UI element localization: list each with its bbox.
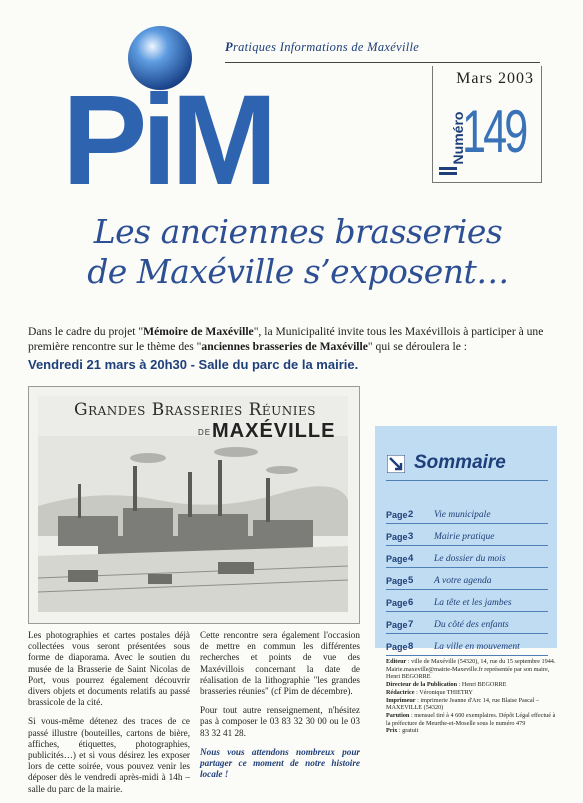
toc-rule xyxy=(386,523,548,524)
toc-page-word: Page xyxy=(386,620,408,630)
toc-page-number: 7 xyxy=(408,619,414,630)
event-date: Vendredi 21 mars à 20h30 - Salle du parc de la mairie. xyxy=(28,357,359,372)
headline-line-2: de Maxéville s’exposent… xyxy=(87,252,509,291)
toc-title: Du côté des enfants xyxy=(434,620,509,630)
intro-text: ", la Municipalité invite tous les Maxévillois à participer à une première rencontre sur le thème des " xyxy=(28,325,544,353)
toc-page-number: 6 xyxy=(408,597,414,608)
toc-rule xyxy=(386,545,548,546)
headline xyxy=(28,212,568,292)
credit-label: Prix xyxy=(386,727,398,735)
article-paragraph: Les photographies et cartes postales déjà collectées vous seront présentées sous forme de diaporama. Avec le soutien du musée de la Brasserie de Saint Nicolas de Port, vous pourrez également découvrir divers objets et documents relatifs au passé brassicole de la cité. xyxy=(28,630,190,708)
intro-text: " qui se déroulera le : xyxy=(367,340,467,353)
toc-item xyxy=(386,596,554,618)
toc-rule xyxy=(386,611,548,612)
issue-number: 149 xyxy=(462,98,526,165)
issue-date: Mars 2003 xyxy=(456,70,534,87)
toc-title: Vie municipale xyxy=(434,510,491,520)
toc-item xyxy=(386,530,554,552)
toc-title: La tête et les jambes xyxy=(434,598,512,608)
credit-label: Rédactrice xyxy=(386,688,415,696)
sommaire-title: Sommaire xyxy=(414,452,506,473)
brand-name: Grandes Brasseries Réunies xyxy=(73,400,317,420)
article-paragraph: Pour tout autre renseignement, n'hésitez pas à composer le 03 83 32 30 00 ou le 03 83 32 41 28. xyxy=(200,705,360,738)
toc-page-word: Page xyxy=(386,510,408,520)
toc-page-number: 5 xyxy=(408,575,414,586)
intro-paragraph xyxy=(28,324,558,354)
toc-item xyxy=(386,574,554,596)
toc-page-word: Page xyxy=(386,598,408,608)
article-paragraph: Si vous-même détenez des traces de ce passé illustre (bouteilles, cartons de bière, affiches, étiquettes, photographies, publicités…) et si vous désirez les exposer lors de cette soirée, vous pouvez venir les déposer dès le vendredi après-midi à 14h – salle du parc de la mairie. xyxy=(28,716,190,794)
intro-theme: anciennes brasseries de Maxéville xyxy=(201,340,368,353)
toc-title: Le dossier du mois xyxy=(434,554,506,564)
article-column-2 xyxy=(200,630,360,788)
credit-text: : Henri BEGORRE xyxy=(457,681,507,689)
brand-town: MAXÉVILLE xyxy=(212,420,336,442)
credit-label: Directeur de la Publication xyxy=(386,681,458,689)
credit-text: : imprimerie Jeanne d'Arc 14, rue Blaise Pascal – MAXEVILLE (54320) xyxy=(386,696,540,712)
article-column-1 xyxy=(28,630,190,803)
toc-title: La ville en mouvement xyxy=(434,642,520,652)
credit-text: : gratuit xyxy=(397,727,419,735)
toc-title: Mairie pratique xyxy=(434,532,495,542)
credit-text: : mensuel tiré à 4 600 exemplaires. Dépôt Légal effectué à la préfecture de Meurthe-et-Moselle sous le numéro 479 xyxy=(386,711,556,727)
toc-item xyxy=(386,508,554,530)
credit-label: Editeur xyxy=(386,658,407,665)
toc-title: A votre agenda xyxy=(434,576,492,586)
arrow-icon xyxy=(387,455,405,473)
toc-page-number: 8 xyxy=(408,641,414,652)
issue-label: Numéro xyxy=(450,111,466,165)
brand-de: DE xyxy=(198,428,212,437)
toc-rule xyxy=(386,567,548,568)
toc-page-number: 2 xyxy=(408,509,414,520)
toc-page-number: 3 xyxy=(408,531,414,542)
call-to-action: Nous vous attendons nombreux pour partager ce moment de notre histoire locale ! xyxy=(200,746,360,780)
credit-text: : ville de Maxéville (54320), 14, rue du 15 septembre 1944. Mairie.maxeville@mairie-Maxeville.fr représentée par son maire, Henri BEGORRE xyxy=(386,658,556,681)
decorative-bars xyxy=(439,167,457,179)
tagline: Pratiques Informations de Maxéville xyxy=(225,40,420,54)
intro-text: Dans le cadre du projet " xyxy=(28,325,144,338)
toc-rule xyxy=(386,589,548,590)
sommaire-rule xyxy=(386,480,548,481)
toc-item xyxy=(386,618,554,640)
toc-page-word: Page xyxy=(386,532,408,542)
toc-page-word: Page xyxy=(386,642,408,652)
toc-item xyxy=(386,552,554,574)
credit-label: Imprimeur xyxy=(386,696,416,704)
intro-project: Mémoire de Maxéville xyxy=(143,325,254,338)
toc-page-number: 4 xyxy=(408,553,414,564)
toc-page-word: Page xyxy=(386,576,408,586)
logo-text: PiM xyxy=(62,69,272,188)
toc-page-word: Page xyxy=(386,554,408,564)
toc-rule xyxy=(386,655,548,656)
credit-text: : Véronique THIETRY xyxy=(414,688,473,696)
masthead-rule xyxy=(225,62,540,63)
headline-line-1: Les anciennes brasseries xyxy=(93,212,503,251)
credits xyxy=(386,658,561,735)
article-paragraph: Cette rencontre sera également l'occasion de mettre en commun les différentes recherches et points de vue des Maxévillois concernant la date de réalisation de la lithographie "les grandes brasseries réunies" (cf Pim de décembre). xyxy=(200,630,360,697)
credit-label: Parution xyxy=(386,711,410,719)
toc-rule xyxy=(386,633,548,634)
